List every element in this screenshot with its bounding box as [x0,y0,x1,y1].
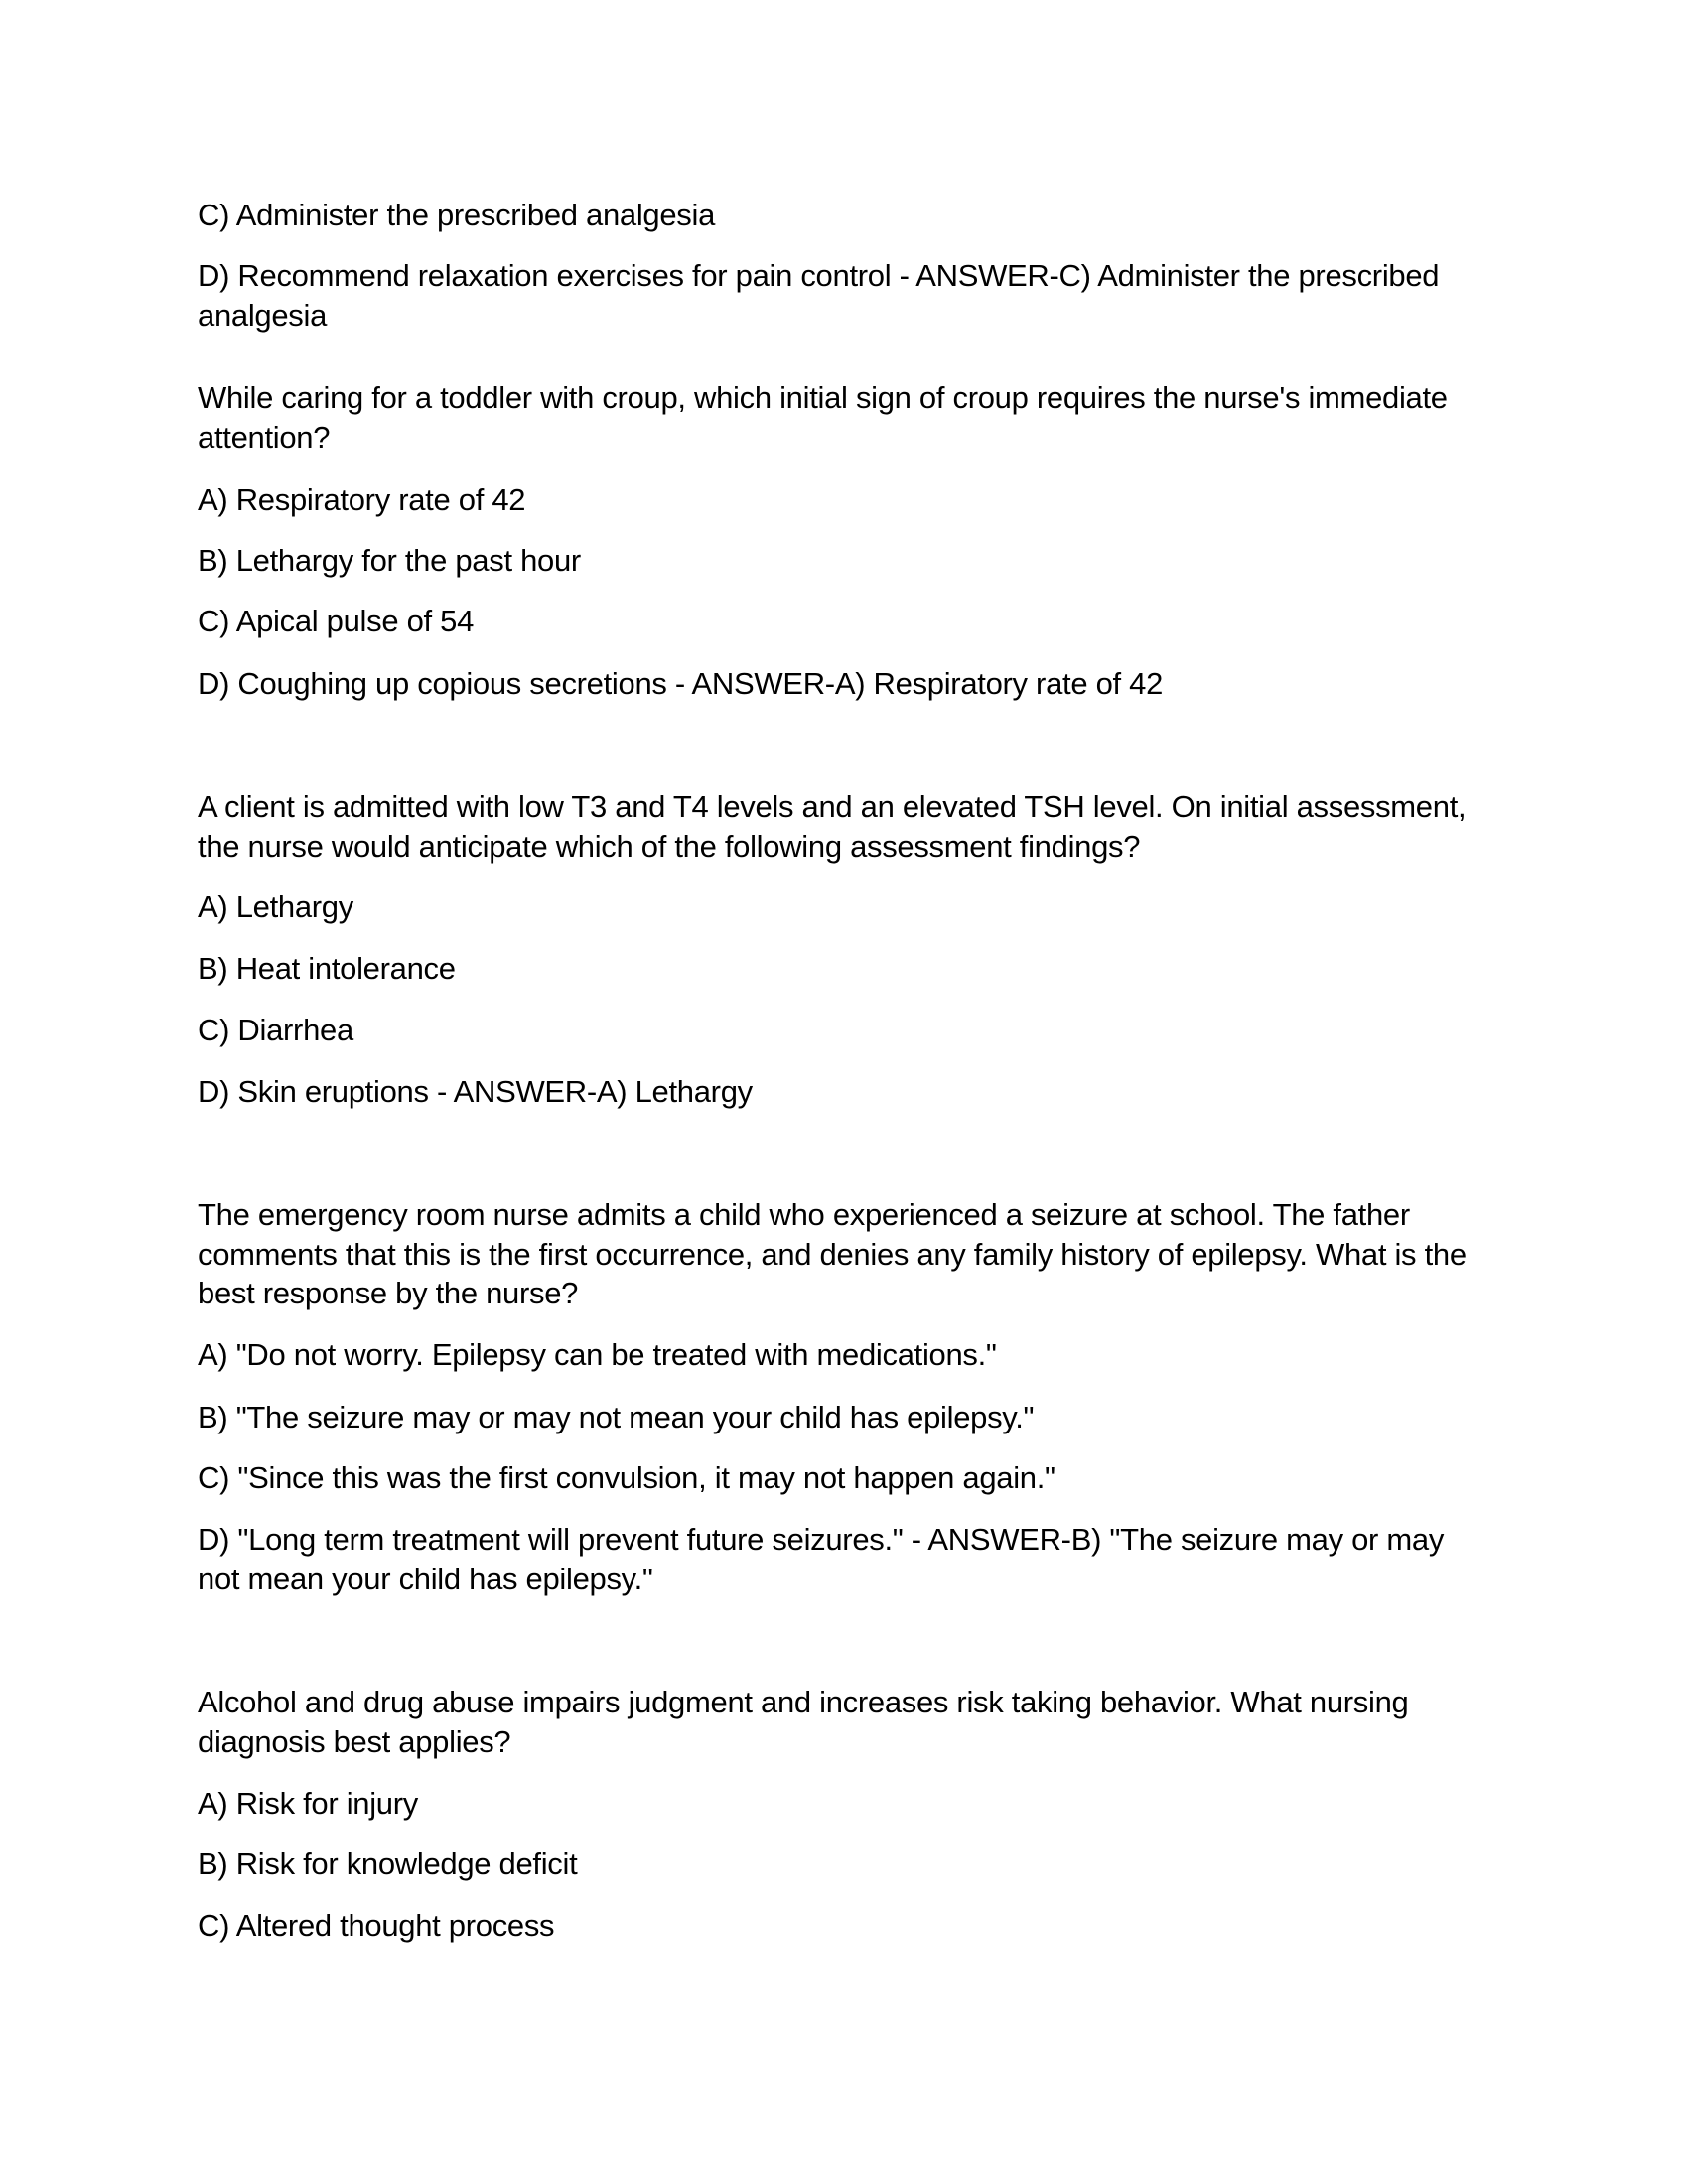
option-answer-text: D) Skin eruptions - ANSWER-A) Lethargy [198,1074,753,1109]
option-text: C) Altered thought process [198,1908,555,1943]
option-text: C) "Since this was the first convulsion, it may not happen again." [198,1460,1055,1495]
option-text: B) Lethargy for the past hour [198,543,581,578]
option-answer-text: D) Recommend relaxation exercises for pain control - ANSWER-C) Administer the prescribed analgesia [198,258,1440,333]
option-answer-text: D) Coughing up copious secretions - ANSWER-A) Respiratory rate of 42 [198,666,1164,701]
option-text: C) Administer the prescribed analgesia [198,198,716,232]
option-text: A) Respiratory rate of 42 [198,482,526,517]
option-text: A) Risk for injury [198,1786,418,1821]
option-text: A) "Do not worry. Epilepsy can be treated with medications." [198,1337,997,1372]
question-text: While caring for a toddler with croup, which initial sign of croup requires the nurse's immediate attention? [198,380,1448,455]
option-text: C) Diarrhea [198,1013,353,1047]
option-text: A) Lethargy [198,889,353,924]
question-text: A client is admitted with low T3 and T4 levels and an elevated TSH level. On initial assessment, the nurse would anticipate which of the following assessment findings? [198,789,1467,864]
option-text: C) Apical pulse of 54 [198,604,475,638]
question-text: The emergency room nurse admits a child who experienced a seizure at school. The father comments that this is the first occurrence, and denies any family history of epilepsy. What is the best response by the nurse? [198,1197,1467,1310]
option-text: B) "The seizure may or may not mean your child has epilepsy." [198,1400,1035,1434]
option-text: B) Heat intolerance [198,951,456,986]
option-answer-text: D) "Long term treatment will prevent future seizures." - ANSWER-B) "The seizure may or may not mean your child has epilepsy." [198,1522,1445,1596]
question-text: Alcohol and drug abuse impairs judgment and increases risk taking behavior. What nursing diagnosis best applies? [198,1685,1409,1759]
option-text: B) Risk for knowledge deficit [198,1846,578,1881]
